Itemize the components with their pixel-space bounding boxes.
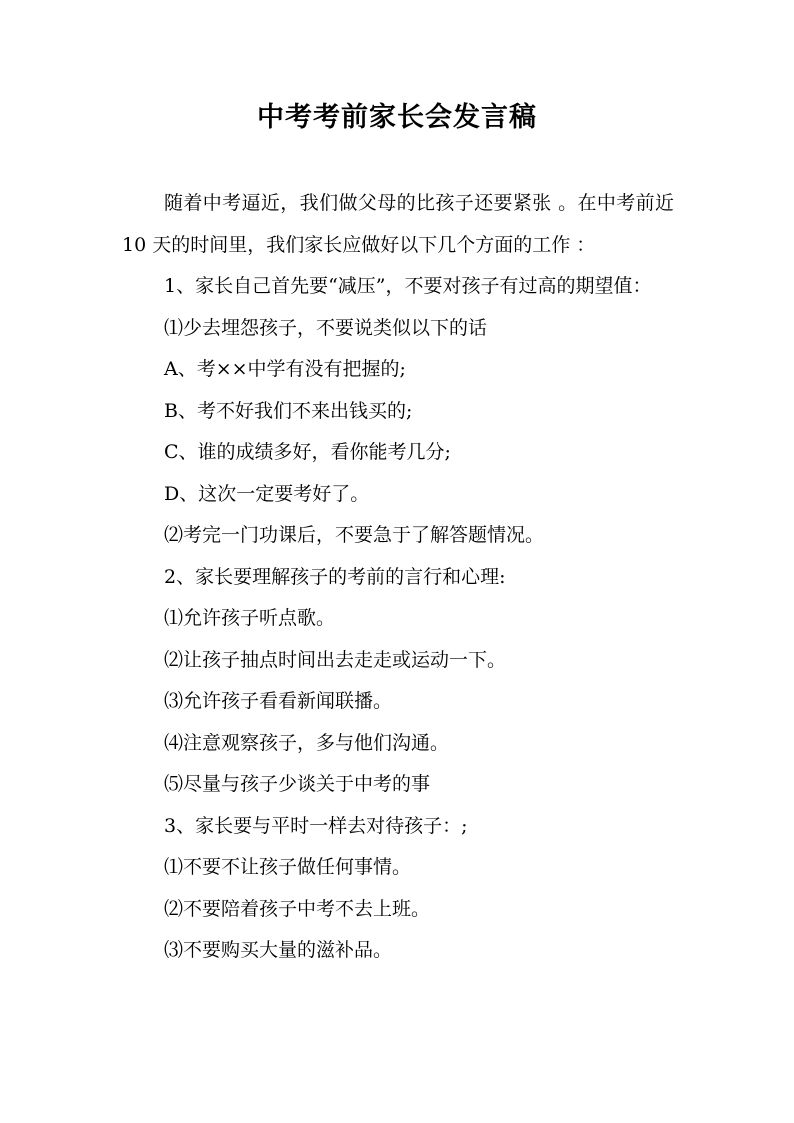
list-item: C、谁的成绩多好，看你能考几分; <box>164 441 451 463</box>
list-item: A、考××中学有没有把握的; <box>164 358 406 380</box>
list-item: ⑶允许孩子看看新闻联播。 <box>164 690 393 712</box>
list-item: D、这次一定要考好了。 <box>164 482 370 505</box>
list-item: B、考不好我们不来出钱买的; <box>164 399 413 422</box>
section-2-heading: 2、家长要理解孩子的考前的言行和心理: <box>164 565 506 588</box>
document-body <box>122 183 674 972</box>
list-item: ⑴不要不让孩子做任何事情。 <box>164 856 412 878</box>
document-title: 中考考前家长会发言稿 <box>257 102 537 133</box>
list-item: ⑵考完一门功课后，不要急于了解答题情况。 <box>164 524 545 546</box>
list-item: ⑴少去埋怨孩子，不要说类似以下的话 <box>164 316 488 339</box>
list-item: ⑶不要购买大量的滋补品。 <box>164 939 393 961</box>
list-item: ⑵不要陪着孩子中考不去上班。 <box>164 897 431 920</box>
intro-paragraph: 随着中考逼近，我们做父母的比孩子还要紧张 。在中考前近 10 天的时间里，我们家长应做好以下几个方面的工作 ： <box>122 192 674 256</box>
list-item: ⑸尽量与孩子少谈关于中考的事 <box>164 773 431 795</box>
section-3-heading: 3、家长要与平时一样去对待孩子：; <box>164 814 468 837</box>
list-item: ⑴允许孩子听点歌。 <box>164 607 336 629</box>
section-1-heading: 1、家长自己首先要“减压”，不要对孩子有过高的期望值： <box>164 275 652 297</box>
list-item: ⑷注意观察孩子，多与他们沟通。 <box>164 731 450 754</box>
list-item: ⑵让孩子抽点时间出去走走或运动一下。 <box>164 648 507 671</box>
